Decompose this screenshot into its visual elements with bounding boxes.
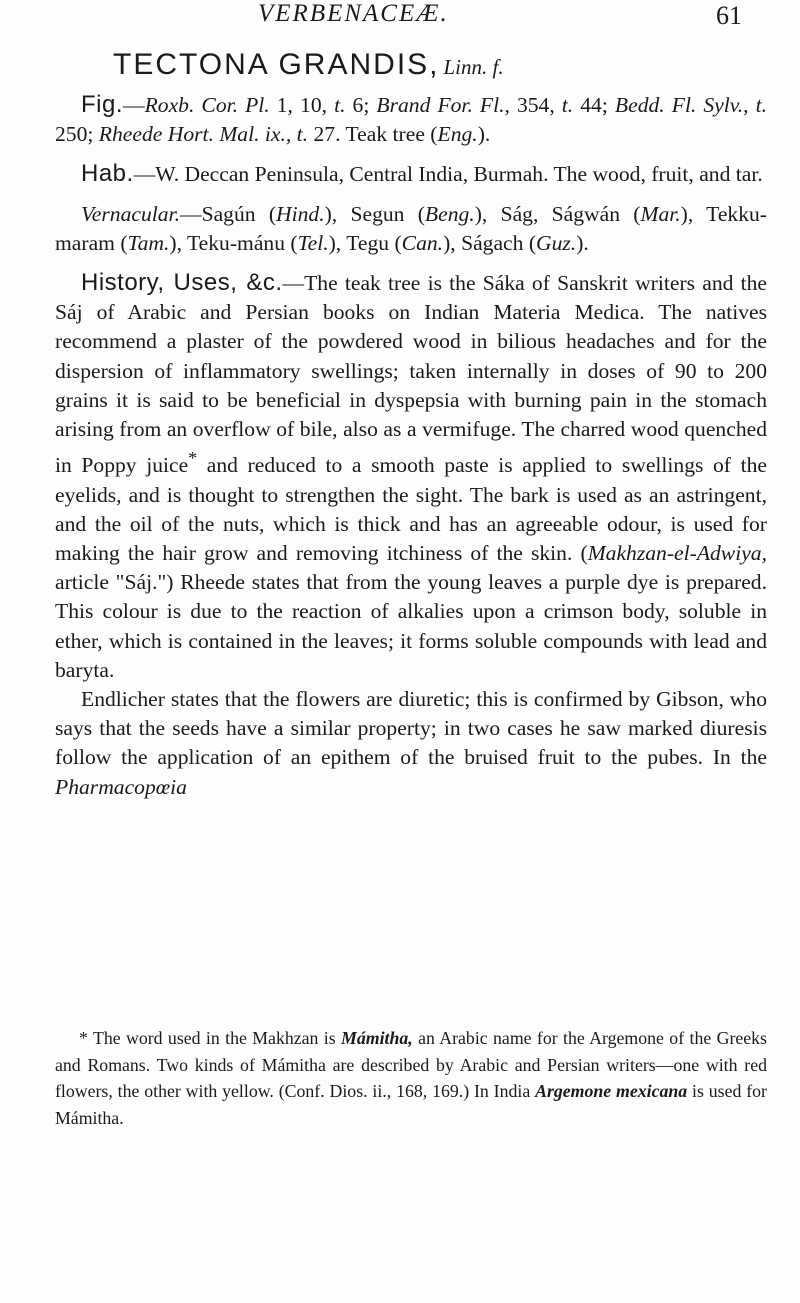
footnote-marker: * [188, 448, 198, 469]
footnote-mark: * [79, 1028, 88, 1048]
vernacular-heading: Vernacular. [81, 201, 180, 226]
vernacular-paragraph: Vernacular.—Sagún (Hind.), Segun (Beng.), Ság, Ságwán (Mar.), Tekku-maram (Tam.), Teku-mánu (Tel.), Tegu (Can.), Ságach (Guz.). [55, 201, 767, 255]
footnote-term: Mámitha, [341, 1028, 413, 1048]
entry-body [55, 90, 767, 802]
history-heading: History, Uses, &c. [81, 269, 283, 297]
hab-heading: Hab. [81, 160, 134, 188]
history-paragraph: History, Uses, &c.—The teak tree is the Sáka of Sanskrit writers and the Sáj of Arabic and Persian books on Indian Materia Medica. The natives recommend a plaster of the powdered wood in bilious headaches and for the dispersion of inflammatory swellings; taken internally in doses of 90 to 200 grains it is said to be beneficial in dyspepsia with burning pain in the stomach arising from an overflow of bile, also as a vermifuge. The charred wood quenched in Poppy juice* and reduced to a smooth paste is applied to swellings of the eyelids, and is thought to strengthen the sight. The bark is used as an astringent, and the oil of the nuts, which is thick and has an agreeable odour, is used for making the hair grow and removing itchiness of the skin. (Makhzan-el-Adwiya, article "Sáj.") Rheede states that from the young leaves a purple dye is prepared. This colour is due to the reaction of alkalies upon a crimson body, soluble in ether, which is contained in the leaves; it forms soluble compounds with lead and baryta. [55, 269, 767, 682]
footnote: * The word used in the Makhzan is Mámitha, an Arabic name for the Argemone of the Greeks and Romans. Two kinds of Mámitha are described by Arabic and Persian writers—one with red flowers, the other with yellow. (Conf. Dios. ii., 168, 169.) In India Argemone mexicana is used for Mámitha. [55, 1028, 767, 1128]
habitat-paragraph: Hab.—W. Deccan Peninsula, Central India, Burmah. The wood, fruit, and tar. [81, 160, 763, 188]
endlicher-paragraph: Endlicher states that the flowers are diuretic; this is confirmed by Gibson, who says that the seeds have a similar property; in two cases he saw marked diuresis follow the application of an epithem of the bruised fruit to the pubes. In the Pharmacopœia [55, 687, 767, 799]
figure-references: Fig.—Roxb. Cor. Pl. 1, 10, t. 6; Brand For. Fl., 354, t. 44; Bedd. Fl. Sylv., t. 250; Rheede Hort. Mal. ix., t. 27. Teak tree (Eng.). [55, 91, 768, 147]
footnote-species: Argemone mexicana [535, 1081, 688, 1101]
entry-title [113, 45, 504, 90]
species-authority: Linn. f. [443, 55, 504, 79]
page-number: 61 [716, 1, 742, 30]
fig-heading: Fig. [81, 91, 124, 118]
running-head: VERBENACEÆ. [258, 0, 449, 27]
citation: Makhzan-el-Adwiya, [587, 541, 767, 566]
species-name: TECTONA GRANDIS, [113, 48, 440, 81]
